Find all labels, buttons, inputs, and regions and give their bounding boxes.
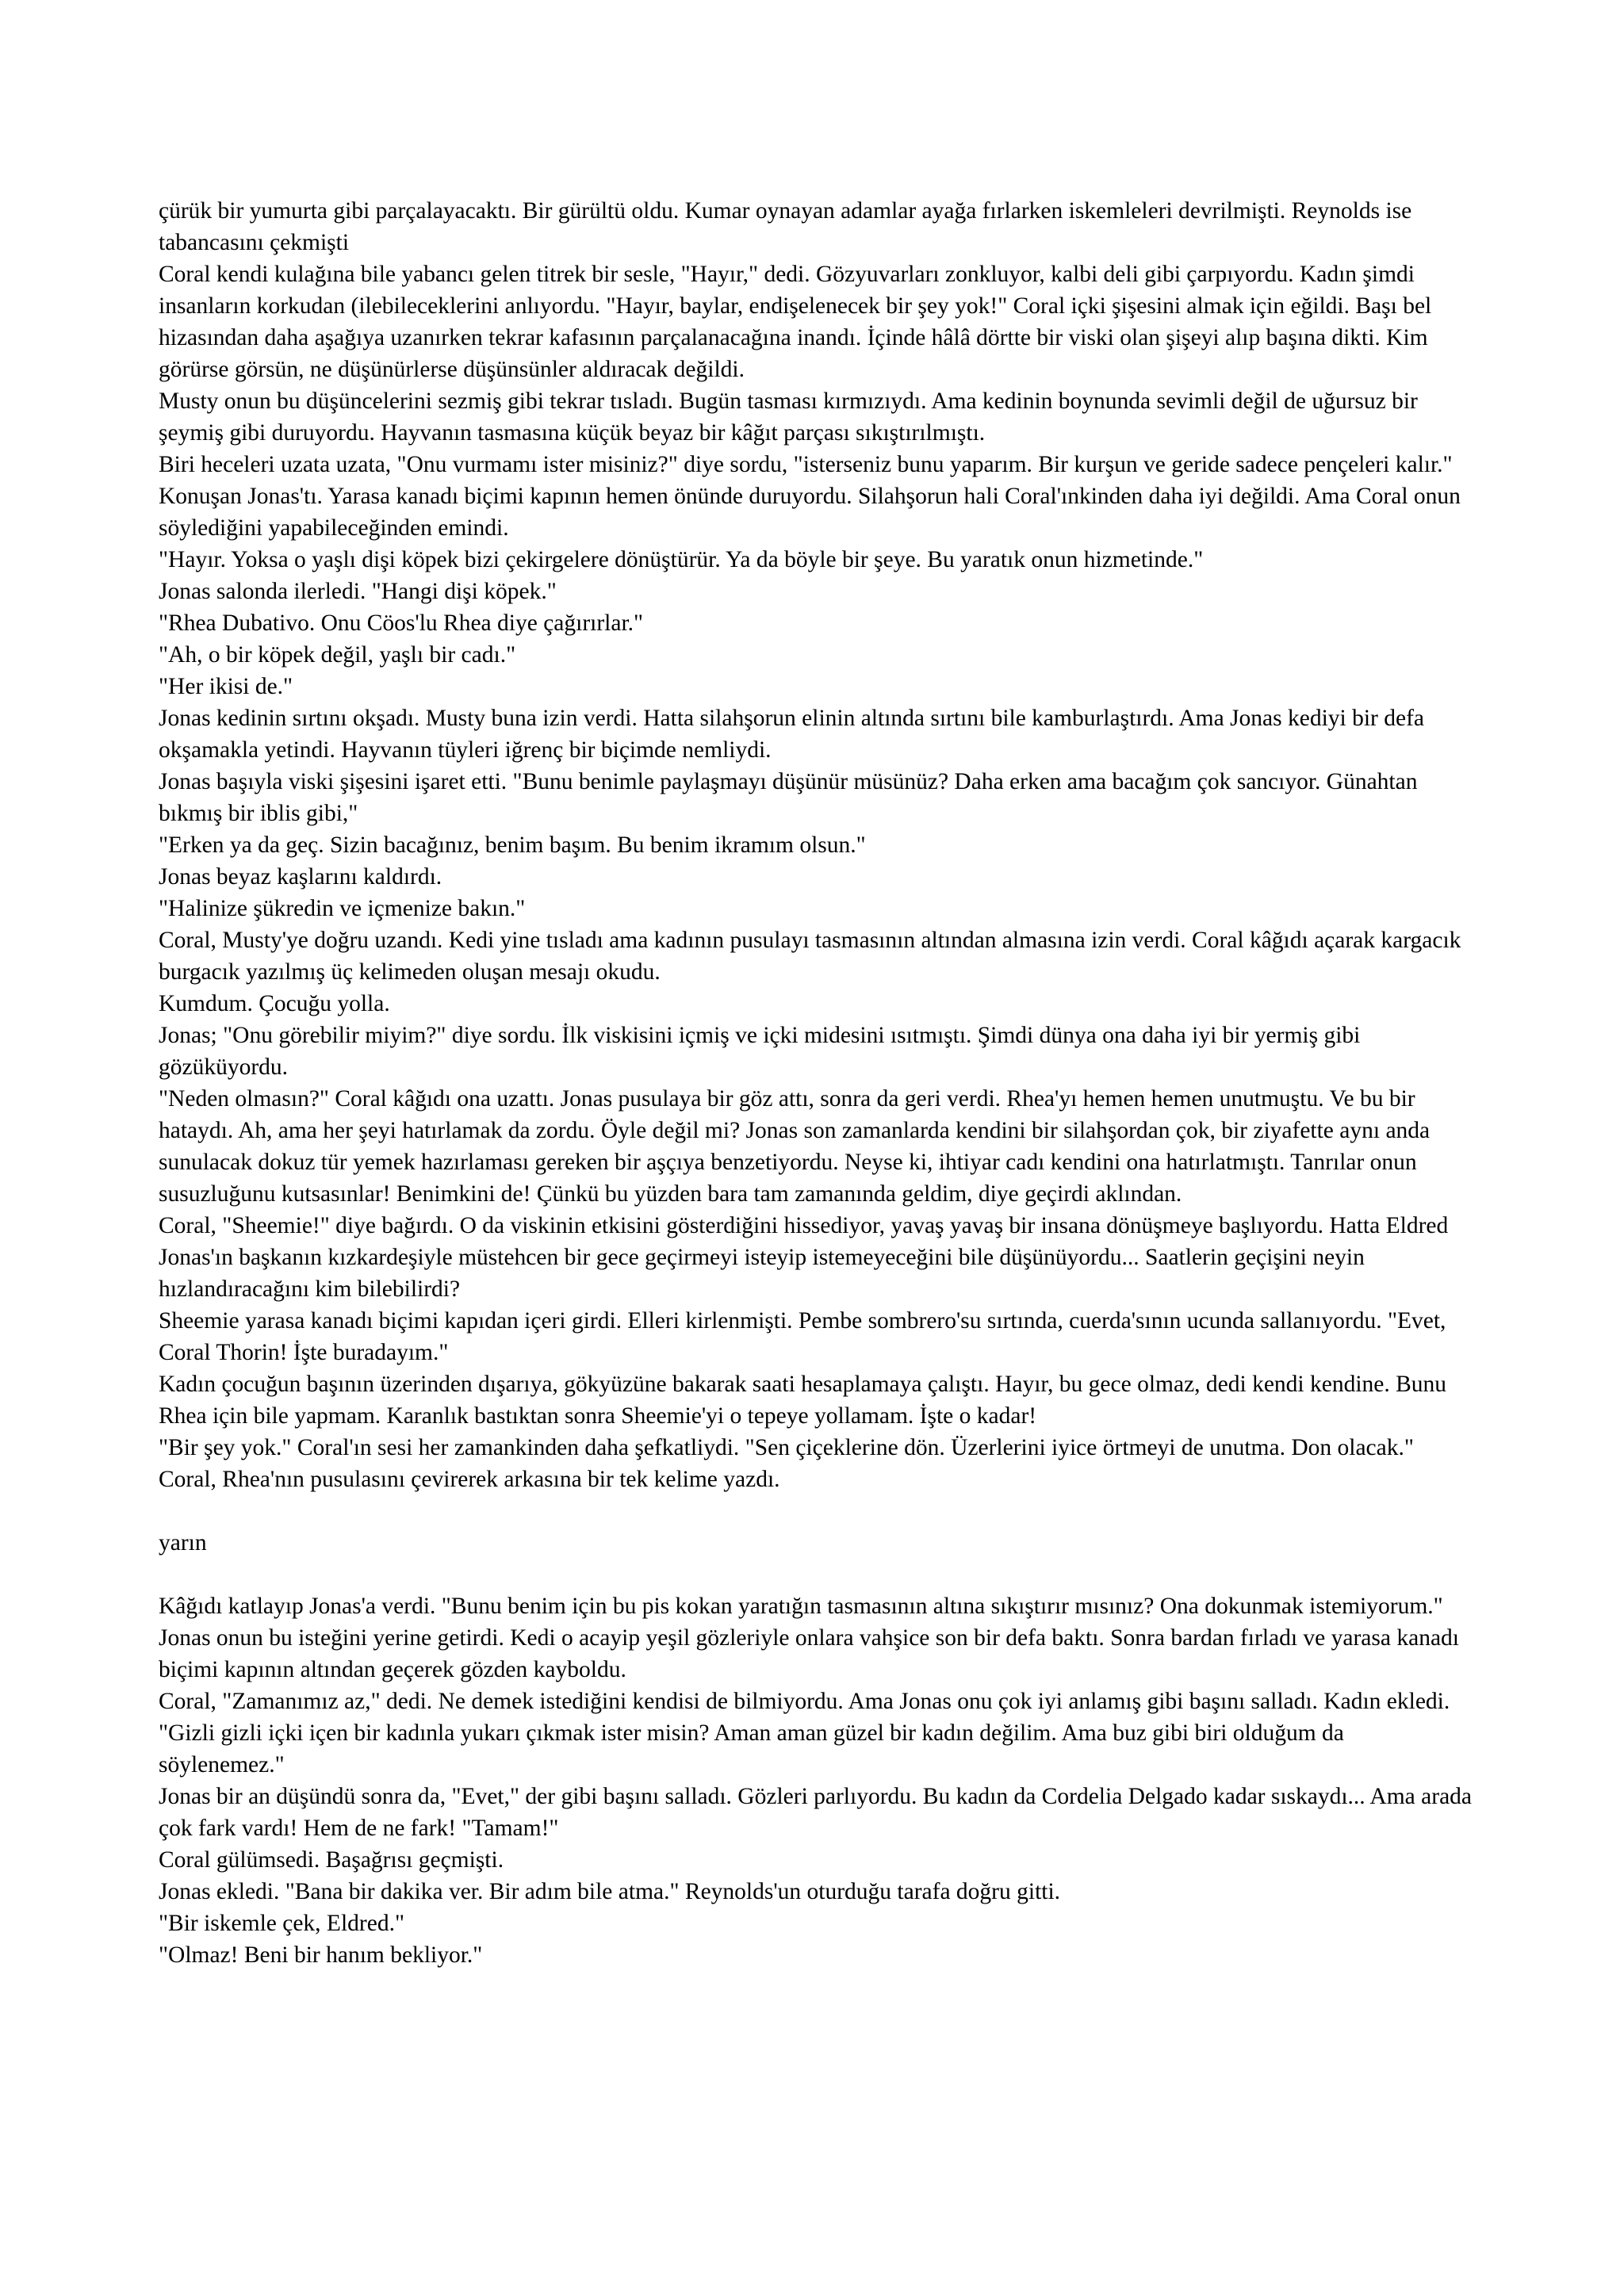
paragraph-20: Sheemie yarasa kanadı biçimi kapıdan içeri girdi. Elleri kirlenmişti. Pembe sombrero'su sırtında, cuerda'sının ucunda sallanıyordu. "Evet, Coral Thorin! İşte buradayım." [159, 1308, 1446, 1365]
paragraph-28: Coral, "Zamanımız az," dedi. Ne demek istediğini kendisi de bilmiyordu. Ama Jonas onu çok iyi anlamış gibi başını salladı. Kadın ekledi. "Gizli gizli içki içen bir kadınla yukarı çıkmak ister misin? Aman aman güzel bir kadın değilim. Ama buz gibi biri olduğum da söylenemez." [159, 1689, 1450, 1777]
paragraph-2: Coral kendi kulağına bile yabancı gelen titrek bir sesle, "Hayır," dedi. Gözyuvarları zonkluyor, kalbi deli gibi çarpıyordu. Kadın şimdi insanların korkudan (ilebileceklerini anlıyordu. "Hayır, baylar, endişelenecek bir şey yok!" Coral içki şişesini almak için eğildi. Başı bel hizasından daha aşağıya uzanırken tekrar kafasının parçalanacağına inandı. İçinde hâlâ dörtte bir viski olan şişeyi alıp başına dikti. Kim görürse görsün, ne düşünürlerse düşünsünler aldıracak değildi. [159, 262, 1432, 382]
paragraph-8: "Ah, o bir köpek değil, yaşlı bir cadı." [159, 642, 516, 668]
paragraph-33: "Olmaz! Beni bir hanım bekliyor." [159, 1942, 483, 1968]
paragraph-9: "Her ikisi de." [159, 674, 293, 699]
paragraph-10: Jonas kedinin sırtını okşadı. Musty buna izin verdi. Hatta silahşorun elinin altında sırtını bile kamburlaştırdı. Ama Jonas kediyi bir defa okşamakla yetindi. Hayvanın tüyleri iğrenç bir biçimde nemliydi. [159, 706, 1425, 763]
paragraph-11: Jonas başıyla viski şişesini işaret etti. "Bunu benimle paylaşmayı düşünür müsünüz? Daha erken ama bacağım çok sancıyor. Günahtan bıkmış bir iblis gibi," [159, 769, 1418, 826]
blank-line [159, 1559, 1475, 1590]
paragraph-4: Biri heceleri uzata uzata, "Onu vurmamı ister misiniz?" diye sordu, "isterseniz bunu yaparım. Bir kurşun ve geride sadece pençeleri kalır." Konuşan Jonas'tı. Yarasa kanadı biçimi kapının hemen önünde duruyordu. Silahşorun hali Coral'ınkinden daha iyi değildi. Ama Coral onun söylediğini yapabileceğinden emindi. [159, 452, 1461, 541]
paragraph-7: "Rhea Dubativo. Onu Cöos'lu Rhea diye çağırırlar." [159, 610, 644, 636]
paragraph-26: Kâğıdı katlayıp Jonas'a verdi. "Bunu benim için bu pis kokan yaratığın tasmasının altına sıkıştırır mısınız? Ona dokunmak istemiyorum." [159, 1594, 1443, 1619]
paragraph-22: "Bir şey yok." Coral'ın sesi her zamankinden daha şefkatliydi. "Sen çiçeklerine dön. Üzerlerini iyice örtmeyi de unutma. Don olacak." [159, 1435, 1414, 1460]
paragraph-23: Coral, Rhea'nın pusulasını çevirerek arkasına bir tek kelime yazdı. [159, 1467, 780, 1492]
blank-line [159, 1495, 1475, 1527]
paragraph-16: Kumdum. Çocuğu yolla. [159, 991, 390, 1016]
paragraph-5: "Hayır. Yoksa o yaşlı dişi köpek bizi çekirgelere dönüştürür. Ya da böyle bir şeye. Bu yaratık onun hizmetinde." [159, 547, 1204, 572]
paragraph-15: Coral, Musty'ye doğru uzandı. Kedi yine tısladı ama kadının pusulayı tasmasının altından almasına izin verdi. Coral kâğıdı açarak kargacık burgacık yazılmış üç kelimeden oluşan mesajı okudu. [159, 928, 1461, 985]
paragraph-31: Jonas ekledi. "Bana bir dakika ver. Bir adım bile atma." Reynolds'un oturduğu tarafa doğru gitti. [159, 1879, 1061, 1904]
paragraph-3: Musty onun bu düşüncelerini sezmiş gibi tekrar tısladı. Bugün tasması kırmızıydı. Ama kedinin boynunda sevimli değil de uğursuz bir şeymiş gibi duruyordu. Hayvanın tasmasına küçük beyaz bir kâğıt parçası sıkıştırılmıştı. [159, 388, 1418, 446]
paragraph-30: Coral gülümsedi. Başağrısı geçmişti. [159, 1847, 504, 1873]
paragraph-32: "Bir iskemle çek, Eldred." [159, 1911, 404, 1936]
paragraph-12: "Erken ya da geç. Sizin bacağınız, benim başım. Bu benim ikramım olsun." [159, 832, 866, 858]
paragraph-14: "Halinize şükredin ve içmenize bakın." [159, 896, 526, 921]
paragraph-21: Kadın çocuğun başının üzerinden dışarıya, gökyüzüne bakarak saati hesaplamaya çalıştı. Hayır, bu gece olmaz, dedi kendi kendine. Bunu Rhea için bile yapmam. Karanlık bastıktan sonra Sheemie'yi o tepeye yollamam. İşte o kadar! [159, 1372, 1447, 1429]
paragraph-6: Jonas salonda ilerledi. "Hangi dişi köpek." [159, 579, 557, 604]
paragraph-29: Jonas bir an düşündü sonra da, "Evet," der gibi başını salladı. Gözleri parlıyordu. Bu kadın da Cordelia Delgado kadar sıskaydı... Ama arada çok fark vardı! Hem de ne fark! "Tamam!" [159, 1784, 1473, 1841]
paragraph-27: Jonas onun bu isteğini yerine getirdi. Kedi o acayip yeşil gözleriyle onlara vahşice son bir defa baktı. Sonra bardan fırladı ve yarasa kanadı biçimi kapının altından geçerek gözden kayboldu. [159, 1625, 1459, 1682]
paragraph-1: çürük bir yumurta gibi parçalayacaktı. Bir gürültü oldu. Kumar oynayan adamlar ayağa fırlarken iskemleleri devrilmişti. Reynolds ise tabancasını çekmişti [159, 198, 1412, 255]
paragraph-19: Coral, "Sheemie!" diye bağırdı. O da viskinin etkisini gösterdiğini hissediyor, yavaş yavaş bir insana dönüşmeye başlıyordu. Hatta Eldred Jonas'ın başkanın kızkardeşiyle müstehcen bir gece geçirmeyi isteyip istemeyeceğini bile düşünüyordu... Saatlerin geçişini neyin hızlandıracağını kim bilebilirdi? [159, 1213, 1449, 1302]
paragraph-note-word: yarın [159, 1530, 207, 1556]
paragraph-17: Jonas; "Onu görebilir miyim?" diye sordu. İlk viskisini içmiş ve içki midesini ısıtmıştı. Şimdi dünya ona daha iyi bir yermiş gibi gözüküyordu. [159, 1023, 1361, 1080]
document-page [159, 195, 1475, 1971]
paragraph-13: Jonas beyaz kaşlarını kaldırdı. [159, 864, 442, 890]
paragraph-18: "Neden olmasın?" Coral kâğıdı ona uzattı. Jonas pusulaya bir göz attı, sonra da geri verdi. Rhea'yı hemen hemen unutmuştu. Ve bu bir hataydı. Ah, ama her şeyi hatırlamak da zordu. Öyle değil mi? Jonas son zamanlarda kendini bir silahşordan çok, bir ziyafette aynı anda sunulacak dokuz tür yemek hazırlaması gereken bir aşçıya benzetiyordu. Neyse ki, ihtiyar cadı kendini ona hatırlatmıştı. Tanrılar onun susuzluğunu kutsasınlar! Benimkini de! Çünkü bu yüzden bara tam zamanında geldim, diye geçirdi aklından. [159, 1086, 1431, 1207]
